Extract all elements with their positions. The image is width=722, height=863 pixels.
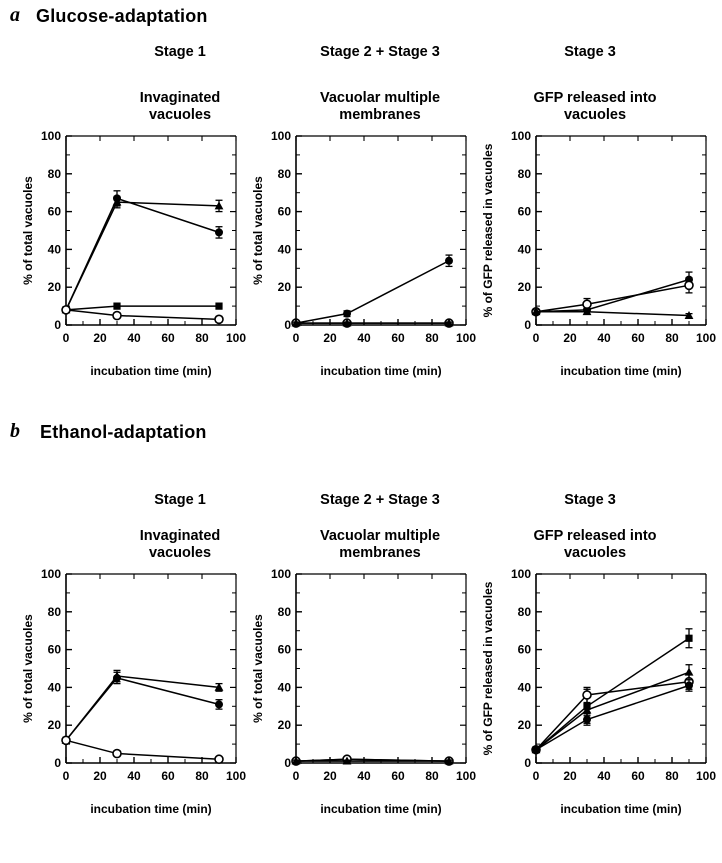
svg-text:80: 80 <box>517 604 531 619</box>
svg-text:60: 60 <box>517 642 531 657</box>
column-subtitle-b3-line2: vacuoles <box>563 545 627 561</box>
column-subtitle-b2 <box>280 528 480 562</box>
svg-text:100: 100 <box>510 567 531 581</box>
svg-text:40: 40 <box>127 769 141 783</box>
chart-a2 <box>248 128 478 383</box>
svg-text:100: 100 <box>270 129 291 143</box>
svg-text:40: 40 <box>277 242 291 257</box>
svg-text:60: 60 <box>277 204 291 219</box>
chart-b1 <box>18 566 248 821</box>
svg-text:100: 100 <box>695 769 717 783</box>
svg-text:20: 20 <box>563 331 577 345</box>
svg-text:0: 0 <box>54 756 61 770</box>
svg-text:incubation time (min): incubation time (min) <box>90 802 212 816</box>
svg-text:0: 0 <box>292 769 300 783</box>
svg-text:100: 100 <box>225 769 247 783</box>
svg-text:40: 40 <box>127 331 141 345</box>
svg-text:100: 100 <box>40 129 61 143</box>
svg-text:20: 20 <box>517 280 531 295</box>
svg-text:100: 100 <box>695 331 717 345</box>
svg-text:60: 60 <box>161 769 175 783</box>
column-stage-b1: Stage 1 <box>154 492 206 508</box>
svg-text:40: 40 <box>357 769 371 783</box>
svg-text:0: 0 <box>532 769 540 783</box>
svg-text:% of GFP released in vacuoles: % of GFP released in vacuoles <box>481 581 495 756</box>
svg-text:0: 0 <box>62 331 70 345</box>
column-subtitle-b1-line1: Invaginated <box>139 528 221 544</box>
svg-text:100: 100 <box>455 331 477 345</box>
svg-text:incubation time (min): incubation time (min) <box>90 364 212 378</box>
column-subtitle-a3-line2: vacuoles <box>563 107 627 123</box>
svg-text:100: 100 <box>40 567 61 581</box>
svg-text:40: 40 <box>517 680 531 695</box>
svg-text:0: 0 <box>284 318 291 332</box>
chart-a3-svg <box>478 128 718 383</box>
chart-a2-svg <box>248 128 478 383</box>
svg-text:20: 20 <box>47 718 61 733</box>
chart-b3 <box>478 566 718 821</box>
svg-text:100: 100 <box>455 769 477 783</box>
svg-text:40: 40 <box>357 331 371 345</box>
column-subtitle-b1-line2: vacuoles <box>148 545 212 561</box>
svg-text:0: 0 <box>62 769 70 783</box>
column-subtitle-b1 <box>80 528 280 562</box>
svg-text:40: 40 <box>277 680 291 695</box>
chart-b3-svg <box>478 566 718 821</box>
svg-text:0: 0 <box>292 331 300 345</box>
svg-text:20: 20 <box>323 769 337 783</box>
chart-b2-svg <box>248 566 478 821</box>
svg-text:80: 80 <box>665 769 679 783</box>
chart-b2 <box>248 566 478 821</box>
svg-text:20: 20 <box>277 718 291 733</box>
column-subtitle-b3-line1: GFP released into <box>533 528 657 544</box>
svg-text:incubation time (min): incubation time (min) <box>320 802 442 816</box>
svg-text:20: 20 <box>93 769 107 783</box>
svg-text:20: 20 <box>323 331 337 345</box>
svg-text:80: 80 <box>277 604 291 619</box>
svg-text:80: 80 <box>195 331 209 345</box>
svg-text:incubation time (min): incubation time (min) <box>560 802 682 816</box>
svg-text:80: 80 <box>47 166 61 181</box>
svg-text:80: 80 <box>665 331 679 345</box>
svg-text:0: 0 <box>524 756 531 770</box>
svg-text:100: 100 <box>510 129 531 143</box>
svg-text:% of total vacuoles: % of total vacuoles <box>251 614 265 723</box>
panel-title-a: Glucose-adaptation <box>36 6 208 26</box>
column-subtitle-b3 <box>495 528 695 562</box>
svg-text:80: 80 <box>195 769 209 783</box>
svg-text:60: 60 <box>631 331 645 345</box>
panel-letter-a: a <box>10 4 20 26</box>
svg-text:60: 60 <box>517 204 531 219</box>
svg-text:incubation time (min): incubation time (min) <box>560 364 682 378</box>
column-subtitle-b2-line1: Vacuolar multiple <box>319 528 441 544</box>
svg-text:60: 60 <box>47 204 61 219</box>
svg-text:0: 0 <box>532 331 540 345</box>
svg-text:40: 40 <box>517 242 531 257</box>
svg-text:80: 80 <box>425 769 439 783</box>
column-stage-a3: Stage 3 <box>564 44 616 60</box>
svg-text:40: 40 <box>47 680 61 695</box>
svg-text:20: 20 <box>93 331 107 345</box>
svg-text:0: 0 <box>524 318 531 332</box>
svg-text:80: 80 <box>277 166 291 181</box>
column-subtitle-a1 <box>80 90 280 124</box>
column-stage-b3: Stage 3 <box>564 492 616 508</box>
svg-text:20: 20 <box>277 280 291 295</box>
column-subtitle-a3 <box>495 90 695 124</box>
svg-text:40: 40 <box>47 242 61 257</box>
column-subtitle-a2-line1: Vacuolar multiple <box>319 90 441 106</box>
column-subtitle-a1-line2: vacuoles <box>148 107 212 123</box>
svg-text:80: 80 <box>47 604 61 619</box>
svg-text:100: 100 <box>225 331 247 345</box>
svg-text:100: 100 <box>270 567 291 581</box>
column-subtitle-a3-line1: GFP released into <box>533 90 657 106</box>
svg-text:80: 80 <box>517 166 531 181</box>
svg-text:60: 60 <box>277 642 291 657</box>
svg-text:% of total vacuoles: % of total vacuoles <box>21 614 35 723</box>
column-stage-a1: Stage 1 <box>154 44 206 60</box>
svg-text:% of GFP released in vacuoles: % of GFP released in vacuoles <box>481 143 495 318</box>
svg-text:40: 40 <box>597 331 611 345</box>
chart-b1-svg <box>18 566 248 821</box>
svg-text:20: 20 <box>47 280 61 295</box>
svg-text:40: 40 <box>597 769 611 783</box>
svg-text:80: 80 <box>425 331 439 345</box>
svg-text:0: 0 <box>54 318 61 332</box>
chart-a1-svg <box>18 128 248 383</box>
svg-text:incubation time (min): incubation time (min) <box>320 364 442 378</box>
svg-text:0: 0 <box>284 756 291 770</box>
svg-text:60: 60 <box>631 769 645 783</box>
chart-a3 <box>478 128 718 383</box>
svg-text:% of total vacuoles: % of total vacuoles <box>251 176 265 285</box>
column-subtitle-a1-line1: Invaginated <box>139 90 221 106</box>
panel-title-b: Ethanol-adaptation <box>40 422 207 442</box>
column-stage-a2: Stage 2 + Stage 3 <box>320 44 440 60</box>
svg-text:20: 20 <box>517 718 531 733</box>
svg-text:60: 60 <box>161 331 175 345</box>
column-subtitle-a2-line2: membranes <box>339 107 421 123</box>
column-subtitle-b2-line2: membranes <box>339 545 421 561</box>
svg-text:60: 60 <box>391 769 405 783</box>
svg-text:60: 60 <box>47 642 61 657</box>
column-subtitle-a2 <box>280 90 480 124</box>
svg-text:% of total vacuoles: % of total vacuoles <box>21 176 35 285</box>
svg-text:20: 20 <box>563 769 577 783</box>
panel-letter-b: b <box>10 420 20 442</box>
chart-a1 <box>18 128 248 383</box>
svg-text:60: 60 <box>391 331 405 345</box>
column-stage-b2: Stage 2 + Stage 3 <box>320 492 440 508</box>
